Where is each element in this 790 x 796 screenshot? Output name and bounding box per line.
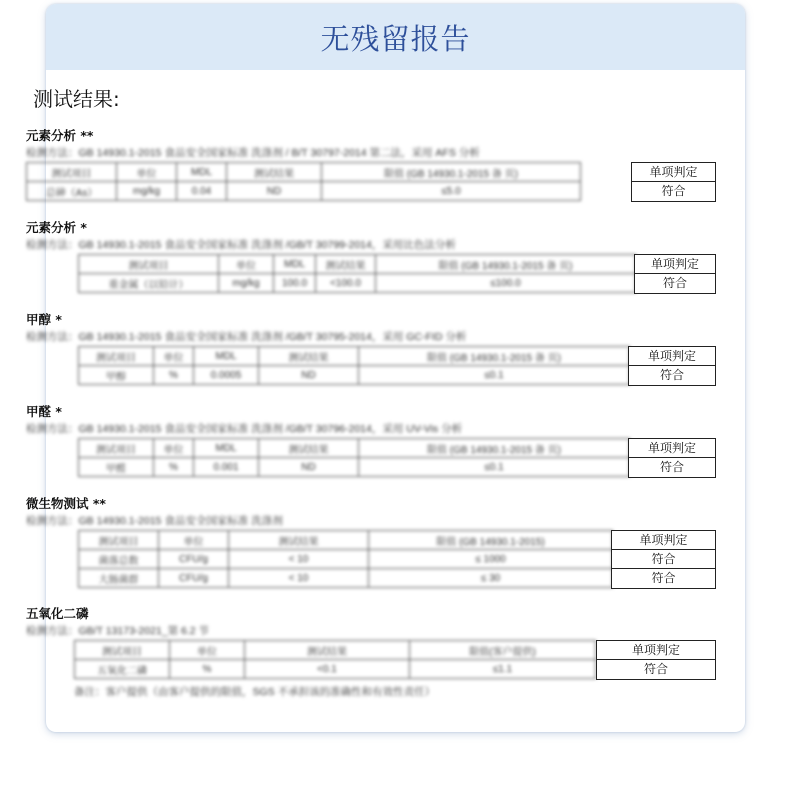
method-text: 检测方法：GB/T 13173-2021_第 6.2 节 [26,625,210,637]
method-text: 检测方法：GB 14930.1-2015 食品安全国家标准 洗涤剂 / B/T 30797-2014 第二法，采用 AFS 分析 [26,147,480,159]
table-cell: % [154,366,194,385]
table-header-row [79,255,636,274]
table-header-cell: 限值 (GB 14930.1-2015) [369,531,613,550]
table-cell: ≤0.1 [359,458,630,477]
table-header-cell: MDL [274,255,316,274]
table-header-cell: 测试项目 [27,163,117,182]
method-text: 检测方法：GB 14930.1-2015 食品安全国家标准 洗涤剂 /GB/T 30796-2014，采用 UV-Vis 分析 [26,423,463,435]
table-header-cell: 限值(客户提供) [410,641,596,660]
table-header-cell: 测试结果 [259,347,359,366]
verdict-value: 符合 [651,571,676,585]
table-header-row [79,439,630,458]
table-header-row [75,641,596,660]
table-header-cell: 测试结果 [245,641,410,660]
table-cell: 菌落总数 [79,550,159,569]
table-cell: 100.0 [274,274,316,293]
table-cell: 0.04 [177,182,227,201]
verdict-box [634,254,716,294]
table-header-cell: 测试项目 [79,347,154,366]
table-header-cell: 测试项目 [79,255,219,274]
table-header-row [79,531,613,550]
verdict-header: 单项判定 [597,641,715,660]
section-methanol [26,310,716,386]
table-cell: ≤ 1000 [369,550,613,569]
table-row [27,182,581,201]
verdict-value: 符合 [662,276,687,290]
section-formaldehyde [26,402,716,478]
table-header-cell: 限值 (GB 14930.1-2015 备 页) [359,439,630,458]
result-table [74,640,596,679]
table-note: 备注：客户提供（由客户提供的限值，SGS 不承担该的准确性和有效性责任） [74,686,436,698]
table-header-cell: 单位 [159,531,229,550]
result-table [26,162,581,201]
table-header-row [27,163,581,182]
table-cell: mg/kg [219,274,274,293]
method-text: 检测方法：GB 14930.1-2015 食品安全国家标准 洗涤剂 /GB/T 30799-2014，采用比色法分析 [26,239,456,251]
result-table-wrap [26,438,716,478]
results-heading: 测试结果: [33,87,120,111]
table-cell: 重金属（以铅计） [79,274,219,293]
section-title: 元素分析 * [26,220,87,235]
table-row [79,458,630,477]
table-header-cell: 测试项目 [79,439,154,458]
verdict-value: 符合 [643,662,668,676]
table-cell: CFU/g [159,569,229,588]
table-header-cell: 限值 (GB 14930.1-2015 备 页) [359,347,630,366]
result-table-wrap [26,162,698,202]
table-cell: ≤1.1 [410,660,596,679]
table-cell: ≤100.0 [376,274,636,293]
table-header-cell: 单位 [154,439,194,458]
result-table [78,530,613,588]
table-header-row [79,347,630,366]
section-title: 五氧化二磷 [26,606,89,621]
section-element-analysis-arsenic [26,126,698,202]
table-cell: % [154,458,194,477]
table-cell: ND [227,182,322,201]
verdict-box [611,530,716,589]
verdict-value: 符合 [659,460,684,474]
table-row [75,660,596,679]
table-header-cell: 单位 [170,641,245,660]
table-cell: ≤ 30 [369,569,613,588]
verdict-value: 符合 [661,184,686,198]
table-cell: ≤0.1 [359,366,630,385]
result-table-wrap [26,346,716,386]
table-header-cell: 限值 (GB 14930.1-2015 备 页) [322,163,581,182]
table-header-cell: MDL [194,347,259,366]
table-cell: < 10 [229,550,369,569]
table-cell: 大肠菌群 [79,569,159,588]
verdict-header: 单项判定 [612,531,715,550]
table-cell: mg/kg [117,182,177,201]
result-table [78,346,630,385]
verdict-value: 符合 [659,368,684,382]
table-cell: 0.0005 [194,366,259,385]
verdict-box [628,346,716,386]
verdict-header: 单项判定 [632,163,715,182]
section-title: 微生物测试 ** [26,496,106,511]
section-element-analysis-heavy-metal [26,218,716,294]
table-header-cell: 测试项目 [75,641,170,660]
table-cell: <100.0 [316,274,376,293]
table-cell: ≤5.0 [322,182,581,201]
table-row [79,550,613,569]
table-cell: 五氧化二磷 [75,660,170,679]
section-microbial-test [26,494,716,590]
table-cell: <0.1 [245,660,410,679]
verdict-box [628,438,716,478]
section-phosphorus-pentoxide [26,604,716,699]
section-title: 甲醇 * [26,312,62,327]
table-cell: < 10 [229,569,369,588]
table-header-cell: 测试结果 [259,439,359,458]
table-row [79,274,636,293]
table-header-cell: 测试结果 [316,255,376,274]
verdict-header: 单项判定 [635,255,715,274]
verdict-value: 符合 [612,550,715,569]
method-text: 检测方法：GB 14930.1-2015 食品安全国家标准 洗涤剂 [26,515,283,527]
section-title: 元素分析 ** [26,128,94,143]
table-row [79,366,630,385]
method-text: 检测方法：GB 14930.1-2015 食品安全国家标准 洗涤剂 /GB/T 30795-2014，采用 GC-FID 分析 [26,331,467,343]
card-header [46,4,745,70]
table-cell: ND [259,366,359,385]
table-cell: ND [259,458,359,477]
table-header-cell: 单位 [219,255,274,274]
table-header-cell: MDL [177,163,227,182]
table-header-cell: 测试项目 [79,531,159,550]
table-header-cell: 测试结果 [227,163,322,182]
table-cell: 甲醛 [79,458,154,477]
table-cell: 0.001 [194,458,259,477]
table-cell: 总砷（As） [27,182,117,201]
result-table-wrap [26,530,716,590]
table-header-cell: 单位 [154,347,194,366]
verdict-header: 单项判定 [629,347,715,366]
verdict-box [631,162,716,202]
page-title: 无残留报告 [320,21,471,56]
result-table-wrap [26,254,716,294]
result-table [78,254,636,293]
table-header-cell: 限值 (GB 14930.1-2015 备 页) [376,255,636,274]
verdict-header: 单项判定 [629,439,715,458]
section-title: 甲醛 * [26,404,62,419]
verdict-box [596,640,716,680]
result-table [78,438,630,477]
table-header-cell: 测试结果 [229,531,369,550]
table-cell: 甲醇 [79,366,154,385]
table-row [79,569,613,588]
table-header-cell: 单位 [117,163,177,182]
table-cell: CFU/g [159,550,229,569]
result-table-wrap [26,640,716,680]
table-header-cell: MDL [194,439,259,458]
table-cell: % [170,660,245,679]
